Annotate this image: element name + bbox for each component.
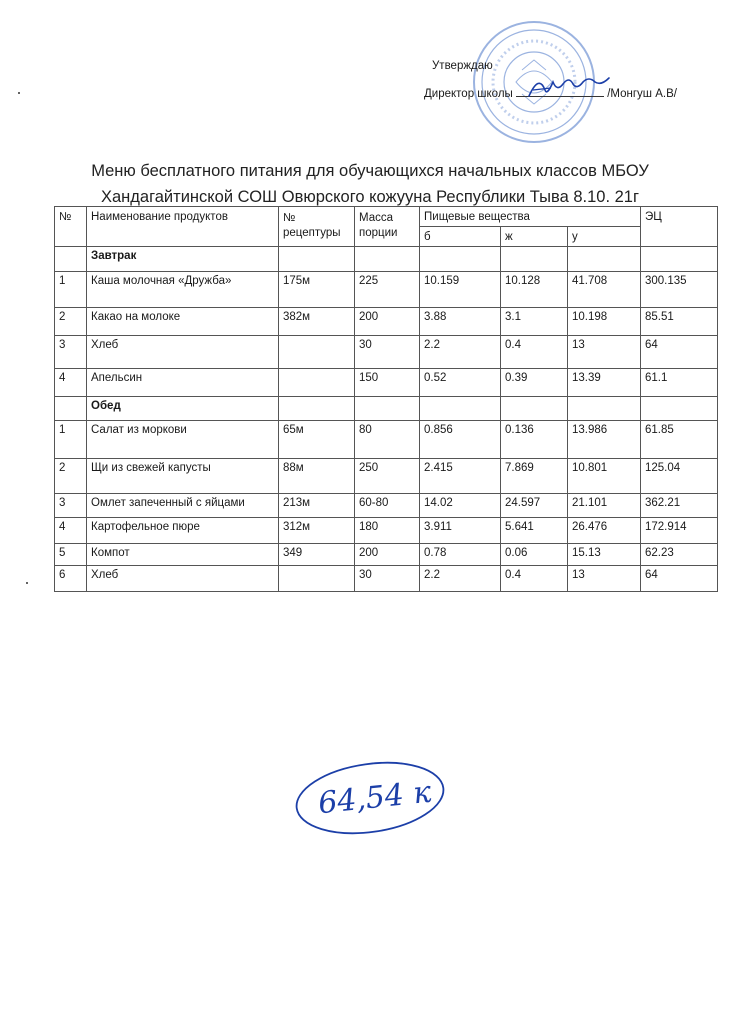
empty-cell [279,247,355,272]
cell-mass: 80 [355,421,420,459]
cell-ec: 85.51 [641,308,718,336]
cell-mass: 225 [355,272,420,308]
cell-u: 10.801 [568,459,641,494]
menu-table-body [55,247,718,592]
director-label: Директор школы [424,88,513,100]
cell-zh: 0.06 [501,544,568,566]
menu-table [54,206,718,592]
cell-u: 26.476 [568,518,641,544]
cell-recipe: 382м [279,308,355,336]
table-row [55,421,718,459]
cell-recipe: 65м [279,421,355,459]
cell-mass: 200 [355,544,420,566]
cell-b: 3.911 [420,518,501,544]
cell-b: 2.2 [420,566,501,592]
handwritten-total-text: 64,54 к [316,774,433,822]
cell-b: 2.415 [420,459,501,494]
cell-u: 21.101 [568,494,641,518]
cell-n: 5 [55,544,87,566]
cell-zh: 5.641 [501,518,568,544]
table-row [55,566,718,592]
cell-b: 3.88 [420,308,501,336]
empty-cell [279,397,355,421]
empty-cell [501,247,568,272]
cell-ec: 61.1 [641,369,718,397]
header-u: у [568,227,641,247]
cell-ec: 172.914 [641,518,718,544]
header-mass: Масса порции [355,207,420,247]
cell-mass: 30 [355,336,420,369]
cell-recipe [279,369,355,397]
table-row [55,459,718,494]
director-signature [525,76,615,107]
cell-b: 0.52 [420,369,501,397]
cell-recipe: 349 [279,544,355,566]
cell-ec: 62.23 [641,544,718,566]
table-row [55,336,718,369]
cell-name: Хлеб [87,566,279,592]
scan-speck [26,582,28,584]
header-zh: ж [501,227,568,247]
empty-cell [641,397,718,421]
cell-ec: 61.85 [641,421,718,459]
empty-cell [355,397,420,421]
cell-name: Картофельное пюре [87,518,279,544]
cell-mass: 150 [355,369,420,397]
cell-name: Какао на молоке [87,308,279,336]
header-recipe: № рецептуры [279,207,355,247]
empty-cell [501,397,568,421]
empty-cell [355,247,420,272]
cell-u: 41.708 [568,272,641,308]
cell-zh: 7.869 [501,459,568,494]
cell-recipe: 88м [279,459,355,494]
cell-n: 4 [55,518,87,544]
cell-u: 13.39 [568,369,641,397]
cell-n: 3 [55,494,87,518]
cell-ec: 125.04 [641,459,718,494]
header-nutrients: Пищевые вещества [420,207,641,227]
cell-u: 10.198 [568,308,641,336]
cell-name: Компот [87,544,279,566]
cell-recipe: 175м [279,272,355,308]
cell-b: 10.159 [420,272,501,308]
cell-n: 1 [55,272,87,308]
document-title [40,158,700,210]
cell-n: 2 [55,459,87,494]
table-row [55,369,718,397]
cell-zh: 24.597 [501,494,568,518]
cell-recipe: 213м [279,494,355,518]
cell-zh: 0.4 [501,566,568,592]
empty-cell [420,247,501,272]
header-ec: ЭЦ [641,207,718,247]
header-num: № [55,207,87,247]
cell-b: 14.02 [420,494,501,518]
table-row [55,518,718,544]
cell-u: 13 [568,566,641,592]
cell-name: Хлеб [87,336,279,369]
empty-cell [568,397,641,421]
cell-ec: 300.135 [641,272,718,308]
cell-b: 0.856 [420,421,501,459]
cell-u: 13.986 [568,421,641,459]
cell-name: Каша молочная «Дружба» [87,272,279,308]
title-line-2: Хандагайтинской СОШ Овюрского кожууна Республики Тыва 8.10. 21г [100,188,639,206]
scan-speck [18,92,20,94]
cell-recipe: 312м [279,518,355,544]
cell-recipe [279,336,355,369]
empty-cell [641,247,718,272]
cell-mass: 200 [355,308,420,336]
table-row [55,494,718,518]
approve-label: Утверждаю [432,60,493,72]
lunch-section-row [55,397,718,421]
lunch-section-label: Обед [87,397,279,421]
cell-ec: 64 [641,336,718,369]
cell-zh: 3.1 [501,308,568,336]
title-line-1: Меню бесплатного питания для обучающихся начальных классов МБОУ [91,162,649,180]
handwritten-total [292,758,452,843]
cell-mass: 180 [355,518,420,544]
director-name: /Монгуш А.В/ [607,88,677,100]
table-row [55,272,718,308]
cell-n: 2 [55,308,87,336]
cell-b: 0.78 [420,544,501,566]
header-product: Наименование продуктов [87,207,279,247]
cell-u: 15.13 [568,544,641,566]
breakfast-section-label: Завтрак [87,247,279,272]
cell-name: Апельсин [87,369,279,397]
cell-n: 3 [55,336,87,369]
header-b: б [420,227,501,247]
cell-ec: 362.21 [641,494,718,518]
empty-cell [568,247,641,272]
empty-cell [420,397,501,421]
header-row-1 [55,207,718,227]
cell-ec: 64 [641,566,718,592]
cell-n: 4 [55,369,87,397]
cell-mass: 250 [355,459,420,494]
cell-n: 1 [55,421,87,459]
cell-zh: 0.39 [501,369,568,397]
section-num-cell [55,247,87,272]
table-row [55,544,718,566]
table-row [55,308,718,336]
cell-recipe [279,566,355,592]
cell-mass: 60-80 [355,494,420,518]
section-num-cell [55,397,87,421]
cell-name: Омлет запеченный с яйцами [87,494,279,518]
cell-n: 6 [55,566,87,592]
breakfast-section-row [55,247,718,272]
cell-zh: 0.4 [501,336,568,369]
cell-zh: 0.136 [501,421,568,459]
cell-u: 13 [568,336,641,369]
cell-name: Салат из моркови [87,421,279,459]
cell-name: Щи из свежей капусты [87,459,279,494]
cell-mass: 30 [355,566,420,592]
cell-zh: 10.128 [501,272,568,308]
cell-b: 2.2 [420,336,501,369]
